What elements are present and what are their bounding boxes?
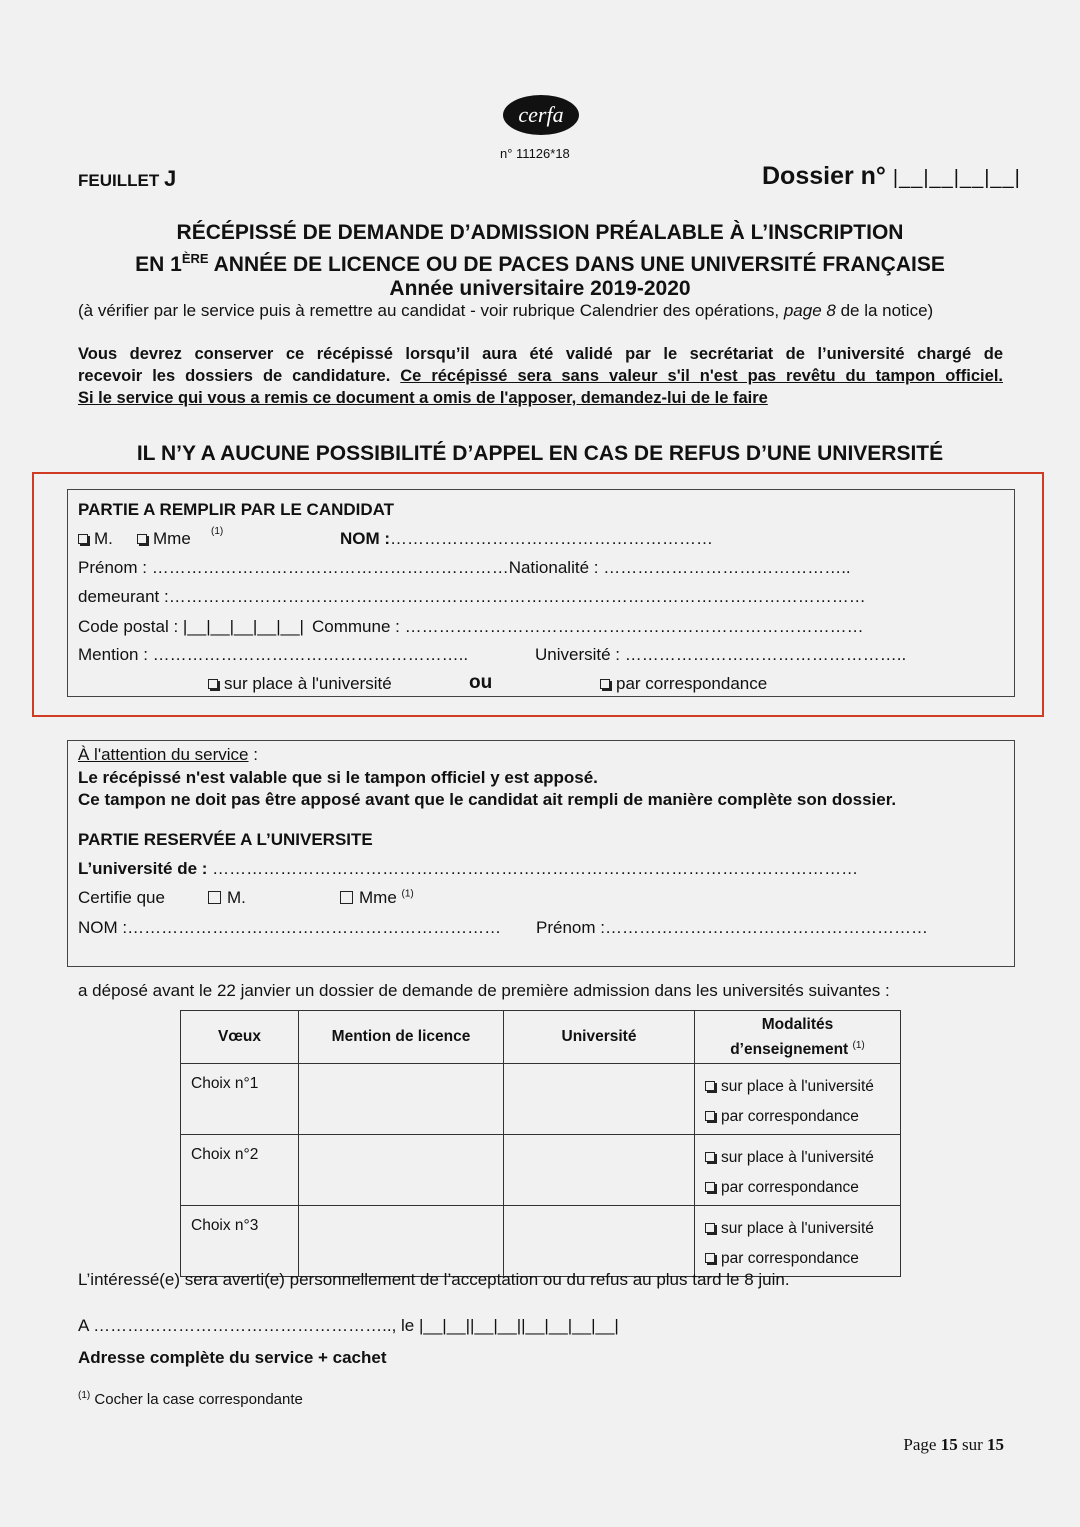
checkbox-icon (78, 534, 88, 544)
choice-mention-cell[interactable] (299, 1064, 504, 1135)
checkbox-sur-place[interactable]: sur place à l'université (705, 1214, 900, 1244)
checkbox-icon (705, 1111, 715, 1121)
footnote-ref: (1) (211, 526, 224, 537)
checkbox-icon (340, 891, 353, 904)
checkbox-mme[interactable]: Mme (137, 529, 191, 549)
choice-modalites-cell (695, 1064, 901, 1135)
header-mention: Mention de licence (299, 1011, 504, 1064)
choice-universite-cell[interactable] (504, 1206, 695, 1277)
demeurant-field[interactable]: demeurant :…………………………………………………………………………………………………………… (78, 587, 866, 606)
choice-modalites-cell (695, 1206, 901, 1277)
checkbox-icon (705, 1152, 715, 1162)
notice-line-1: Vous devrez conserver ce récépissé lorsqu’il aura été validé par le secrétariat de l’université chargé de (78, 345, 1003, 363)
checkbox-icon (705, 1182, 715, 1192)
notice-line-2: recevoir les dossiers de candidature. Ce récépissé sera sans valeur s'il n'est pas revêtu du tampon officiel. (78, 367, 1003, 385)
checkbox-icon (137, 534, 147, 544)
table-header-row (181, 1011, 901, 1064)
checkbox-sur-place[interactable]: sur place à l'université (705, 1072, 900, 1102)
dossier-number-field: Dossier n° |__|__|__|__| (762, 162, 1021, 190)
checkbox-m-service[interactable]: M. (208, 888, 246, 908)
notice-line-3: Si le service qui vous a remis ce document a omis de l'apposer, demandez-lui de le faire (78, 389, 768, 407)
checkbox-icon (705, 1081, 715, 1091)
choice-mention-cell[interactable] (299, 1206, 504, 1277)
choice-mention-cell[interactable] (299, 1135, 504, 1206)
checkbox-m[interactable]: M. (78, 529, 113, 549)
checkbox-icon (600, 679, 610, 689)
prenom-nationalite-field[interactable]: Prénom : ………………………………………………………Nationalité : …………………………………….. (78, 558, 851, 577)
choice-label: Choix n°2 (181, 1135, 299, 1206)
appel-warning: IL N’Y A AUCUNE POSSIBILITÉ D’APPEL EN CAS DE REFUS D’UNE UNIVERSITÉ (136, 442, 944, 465)
checkbox-correspondance[interactable]: par correspondance (705, 1173, 900, 1203)
choice-label: Choix n°1 (181, 1064, 299, 1135)
table-row (181, 1135, 901, 1206)
checkbox-icon (208, 891, 221, 904)
place-date-field[interactable]: A …………………………………………….., le |__|__||__|__||__|__|__|__| (78, 1316, 619, 1335)
checkbox-icon (705, 1253, 715, 1263)
checkbox-mme-service[interactable]: Mme $^{(1)}$ (340, 888, 414, 908)
university-heading: PARTIE RESERVÉE A L’UNIVERSITE (78, 830, 373, 849)
universite-field[interactable]: Université : ………………………………………….. (535, 645, 907, 664)
footnote: $^{(1)}$ Cocher la case correspondante (78, 1390, 303, 1408)
checkbox-sur-place[interactable]: sur place à l'université (705, 1143, 900, 1173)
checkbox-icon (208, 679, 218, 689)
feuillet-label: FEUILLET J (78, 166, 177, 191)
header-universite: Université (504, 1011, 695, 1064)
header-modalites: Modalités d’enseignement $^{(1)}$ (695, 1011, 901, 1064)
choice-label: Choix n°3 (181, 1206, 299, 1277)
attention-label: À l'attention du service : (78, 745, 258, 764)
choices-table (180, 1010, 901, 1277)
header-voeux: Vœux (181, 1011, 299, 1064)
code-postal-field[interactable]: Code postal : |__|__|__|__|__| (78, 617, 304, 636)
title-line-1: RÉCÉPISSÉ DE DEMANDE D’ADMISSION PRÉALABLE À L’INSCRIPTION (176, 221, 904, 244)
choice-modalites-cell (695, 1135, 901, 1206)
commune-field[interactable]: Commune : ……………………………………………………………………… (312, 617, 864, 636)
candidate-heading: PARTIE A REMPLIR PAR LE CANDIDAT (78, 500, 395, 519)
checkbox-icon (705, 1223, 715, 1233)
ou-label: ou (469, 672, 493, 693)
address-label: Adresse complète du service + cachet (78, 1348, 387, 1367)
service-rule-2: Ce tampon ne doit pas être apposé avant que le candidat ait rempli de manière complète son dossier. (78, 790, 897, 809)
service-rule-1: Le récépissé n'est valable que si le tampon officiel y est apposé. (78, 768, 598, 787)
deposit-text: a déposé avant le 22 janvier un dossier de demande de première admission dans les universités suivantes : (78, 981, 890, 1000)
universite-de-field[interactable]: L’université de : …………………………………………………………………………………………………… (78, 859, 859, 878)
nom-field-service[interactable]: NOM :………………………………………………………… (78, 918, 502, 937)
informed-text: L’intéressé(e) sera averti(e) personnellement de l’acceptation ou du refus au plus tard le 8 juin. (78, 1270, 790, 1289)
cerfa-logo (502, 94, 580, 136)
table-row (181, 1206, 901, 1277)
checkbox-correspondance[interactable]: par correspondance (600, 674, 767, 694)
svg-text:cerfa: cerfa (518, 102, 564, 127)
academic-year: Année universitaire 2019-2020 (389, 277, 691, 300)
page-number: Page 15 sur 15 (903, 1435, 1004, 1454)
subtitle: (à vérifier par le service puis à remettre au candidat - voir rubrique Calendrier des opérations, page 8 de la notice) (78, 301, 934, 320)
certifie-label: Certifie que (78, 888, 165, 907)
table-row (181, 1064, 901, 1135)
cerfa-number: n° 11126*18 (500, 146, 570, 161)
checkbox-correspondance[interactable]: par correspondance (705, 1244, 900, 1274)
mention-field[interactable]: Mention : ……………………………………………….. (78, 645, 469, 664)
prenom-field-service[interactable]: Prénom :………………………………………………… (536, 918, 928, 937)
choice-universite-cell[interactable] (504, 1064, 695, 1135)
choice-universite-cell[interactable] (504, 1135, 695, 1206)
title-line-2: EN 1ÈRE ANNÉE DE LICENCE OU DE PACES DANS UNE UNIVERSITÉ FRANÇAISE (135, 251, 945, 276)
checkbox-sur-place[interactable]: sur place à l'université (208, 674, 392, 694)
nom-field[interactable]: NOM :………………………………………………… (340, 529, 714, 548)
checkbox-correspondance[interactable]: par correspondance (705, 1102, 900, 1132)
